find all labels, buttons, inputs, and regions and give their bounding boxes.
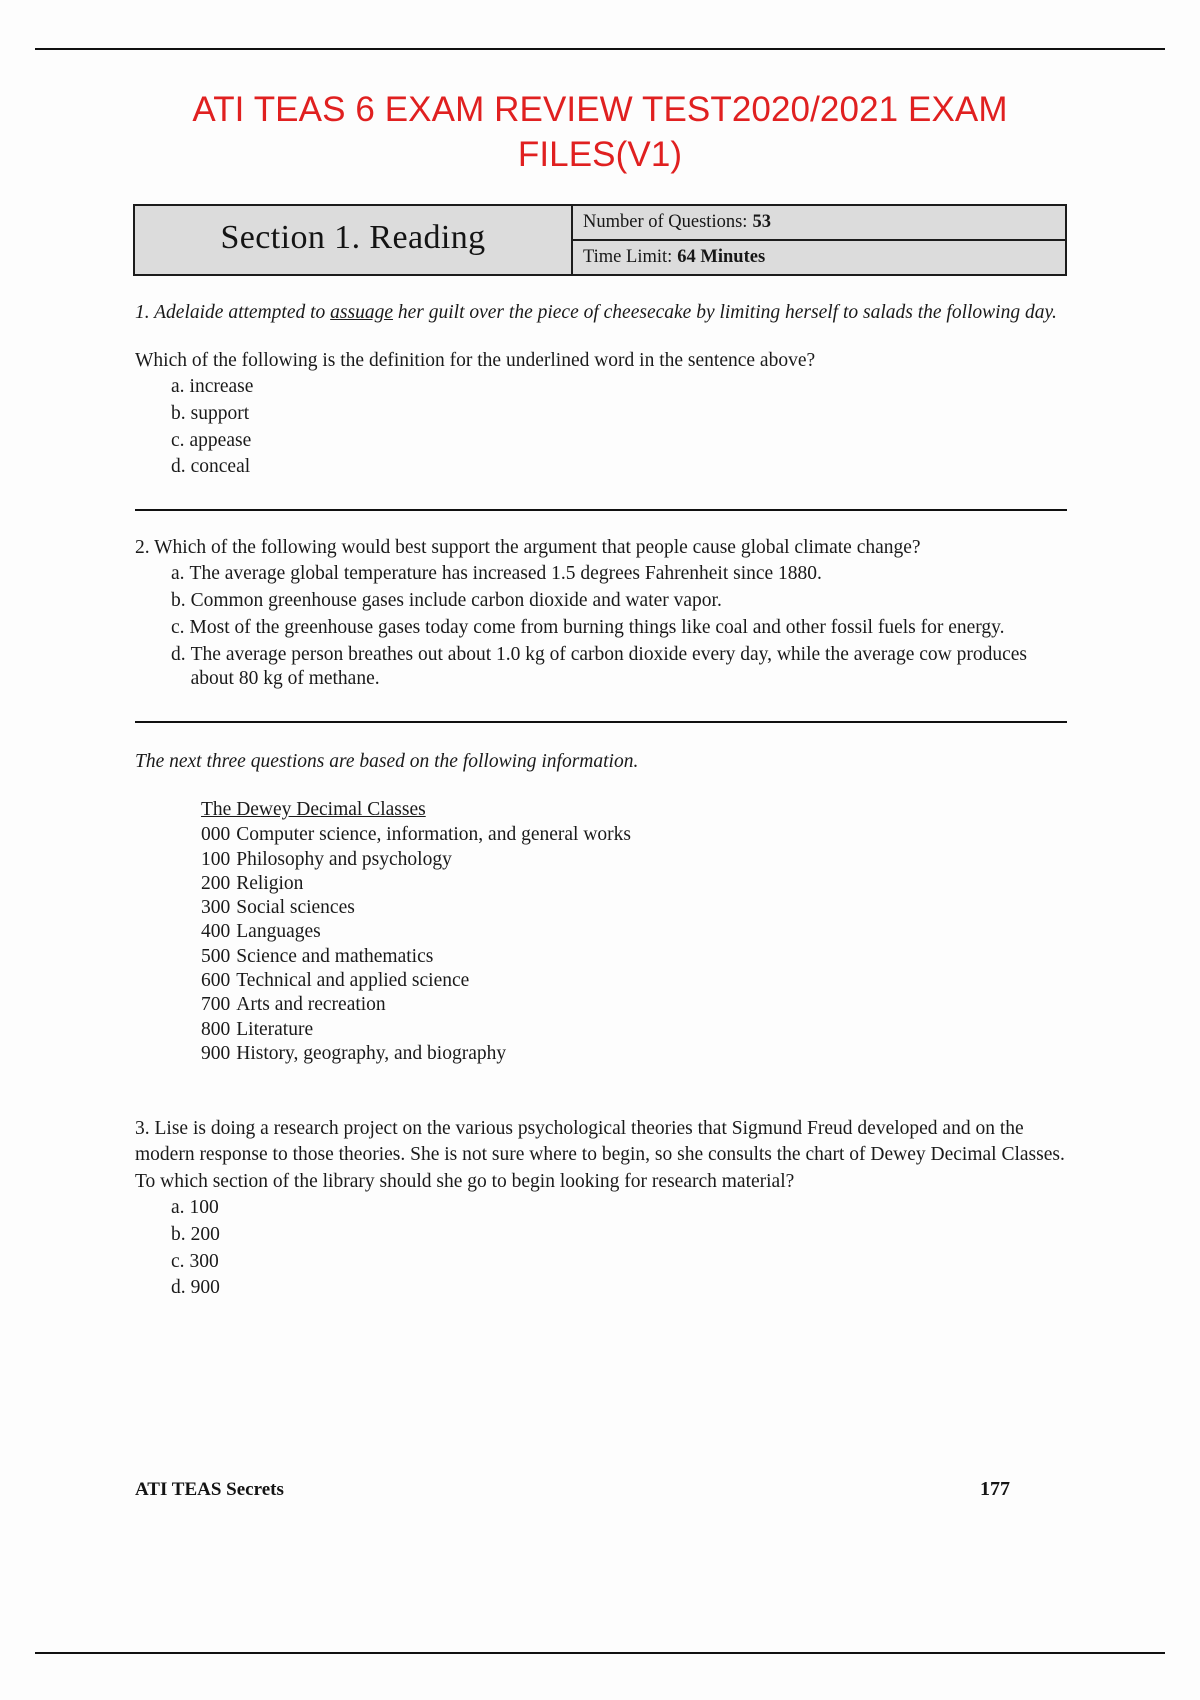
choice-letter: c. xyxy=(171,1250,185,1272)
dewey-code: 200 xyxy=(201,872,231,894)
dewey-code: 400 xyxy=(201,921,231,943)
dewey-code: 900 xyxy=(201,1042,231,1064)
time-limit-row xyxy=(573,241,1065,274)
page-bottom-rule xyxy=(35,1652,1165,1654)
question-3-choice-c[interactable] xyxy=(171,1249,1067,1276)
questions-area xyxy=(0,276,1200,1302)
dewey-label: Social sciences xyxy=(236,897,355,919)
dewey-code: 500 xyxy=(201,945,231,967)
choice-text: 100 xyxy=(189,1197,219,1218)
dewey-label: Arts and recreation xyxy=(236,994,386,1016)
choice-text: appease xyxy=(189,429,252,451)
question-1 xyxy=(135,276,1067,481)
question-2-choices xyxy=(135,561,1067,693)
question-1-choice-b[interactable] xyxy=(171,401,1067,428)
list-item xyxy=(201,945,1067,969)
list-item xyxy=(201,1042,1067,1066)
question-2-stem: 2. Which of the following would best support the argument that people cause global climate change? xyxy=(135,537,921,559)
question-2-choice-d[interactable] xyxy=(171,642,1067,694)
question-3 xyxy=(135,1066,1067,1302)
dewey-label: Technical and applied science xyxy=(236,970,470,991)
choice-letter: a. xyxy=(171,563,185,585)
choice-letter: a. xyxy=(171,376,185,398)
number-of-questions-label: Number of Questions: xyxy=(583,211,748,232)
dewey-label: History, geography, and biography xyxy=(236,1042,507,1064)
question-2 xyxy=(135,511,1067,693)
list-item xyxy=(201,969,1067,993)
list-item xyxy=(201,823,1067,847)
list-item xyxy=(201,993,1067,1017)
question-1-choice-a[interactable] xyxy=(171,374,1067,401)
dewey-label: Literature xyxy=(236,1018,314,1040)
number-of-questions-value: 53 xyxy=(752,211,771,232)
question-2-choice-a[interactable] xyxy=(171,561,1067,588)
dewey-code: 700 xyxy=(201,994,231,1016)
dewey-code: 600 xyxy=(201,970,231,991)
question-1-choices xyxy=(135,374,1067,481)
footer-source: ATI TEAS Secrets xyxy=(135,1479,284,1500)
question-3-choice-a[interactable] xyxy=(171,1195,1067,1222)
dewey-decimal-list xyxy=(201,823,1067,1066)
dewey-label: Science and mathematics xyxy=(236,945,434,967)
question-1-stem-part2: her guilt over the piece of cheesecake by limiting herself to salads the following day. xyxy=(393,301,1057,323)
choice-text: support xyxy=(190,402,250,424)
question-1-choice-d[interactable] xyxy=(171,454,1067,481)
choice-letter: b. xyxy=(171,402,186,424)
dewey-label: Languages xyxy=(236,921,321,943)
choice-text: The average person breathes out about 1.0 kg of carbon dioxide every day, while the average cow produces about 80 kg of methane. xyxy=(190,643,1027,690)
question-1-stem xyxy=(135,300,1067,326)
choice-text: 300 xyxy=(189,1250,219,1272)
choice-letter: c. xyxy=(171,616,185,638)
question-1-lead: Which of the following is the definition for the underlined word in the sentence above? xyxy=(135,349,816,371)
question-2-choice-c[interactable] xyxy=(171,615,1067,642)
section-header-box xyxy=(133,204,1067,276)
dewey-decimal-info-block xyxy=(135,775,1067,1066)
choice-letter: d. xyxy=(171,1277,186,1299)
question-3-choices xyxy=(135,1195,1067,1302)
question-1-underlined-word: assuage xyxy=(330,301,393,323)
document-title: ATI TEAS 6 EXAM REVIEW TEST2020/2021 EXAM FILES(V1) xyxy=(192,90,1008,174)
choice-text: 200 xyxy=(190,1223,220,1245)
dewey-decimal-title: The Dewey Decimal Classes xyxy=(201,799,426,821)
dewey-label: Computer science, information, and general works xyxy=(236,824,632,846)
dewey-code: 100 xyxy=(201,848,231,870)
choice-text: 900 xyxy=(190,1277,220,1299)
list-item xyxy=(201,920,1067,944)
section-name-cell xyxy=(135,206,573,274)
list-item xyxy=(201,872,1067,896)
choice-letter: a. xyxy=(171,1197,185,1218)
choice-letter: d. xyxy=(171,456,186,478)
choice-letter: c. xyxy=(171,429,185,451)
number-of-questions-row xyxy=(573,206,1065,241)
choice-letter: d. xyxy=(171,643,186,665)
dewey-code: 000 xyxy=(201,824,231,846)
question-1-stem-part1: 1. Adelaide attempted to xyxy=(135,301,331,323)
choice-text: Most of the greenhouse gases today come from burning things like coal and other fossil fuels for energy. xyxy=(189,616,1005,638)
question-3-choice-d[interactable] xyxy=(171,1275,1067,1302)
question-2-choice-b[interactable] xyxy=(171,588,1067,615)
list-item xyxy=(201,848,1067,872)
dewey-label: Religion xyxy=(236,872,304,894)
choice-text: The average global temperature has increased 1.5 degrees Fahrenheit since 1880. xyxy=(189,563,822,585)
choice-text: conceal xyxy=(190,456,251,478)
choice-letter: b. xyxy=(171,590,186,612)
dewey-label: Philosophy and psychology xyxy=(236,848,452,870)
question-3-choice-b[interactable] xyxy=(171,1222,1067,1249)
dewey-code: 300 xyxy=(201,897,231,919)
list-item xyxy=(201,1018,1067,1042)
list-item xyxy=(201,896,1067,920)
section-meta-cells xyxy=(573,206,1065,274)
time-limit-value: 64 Minutes xyxy=(677,246,766,267)
passage-note: The next three questions are based on the following information. xyxy=(135,751,639,773)
choice-text: increase xyxy=(189,376,254,398)
question-3-stem: 3. Lise is doing a research project on the various psychological theories that Sigmund Freud developed and on the modern response to those theories. She is not sure where to begin, so she consults the chart of Dewey Decimal Classes. To which section of the library should she go to begin looking for research material? xyxy=(135,1118,1065,1192)
time-limit-label: Time Limit: xyxy=(583,246,673,267)
page-footer xyxy=(135,1478,1010,1501)
choice-text: Common greenhouse gases include carbon dioxide and water vapor. xyxy=(190,590,722,612)
choice-letter: b. xyxy=(171,1223,186,1245)
question-1-choice-c[interactable] xyxy=(171,428,1067,455)
footer-page-number: 177 xyxy=(980,1478,1010,1500)
dewey-code: 800 xyxy=(201,1018,231,1040)
section-title: Section 1. Reading xyxy=(220,218,486,256)
